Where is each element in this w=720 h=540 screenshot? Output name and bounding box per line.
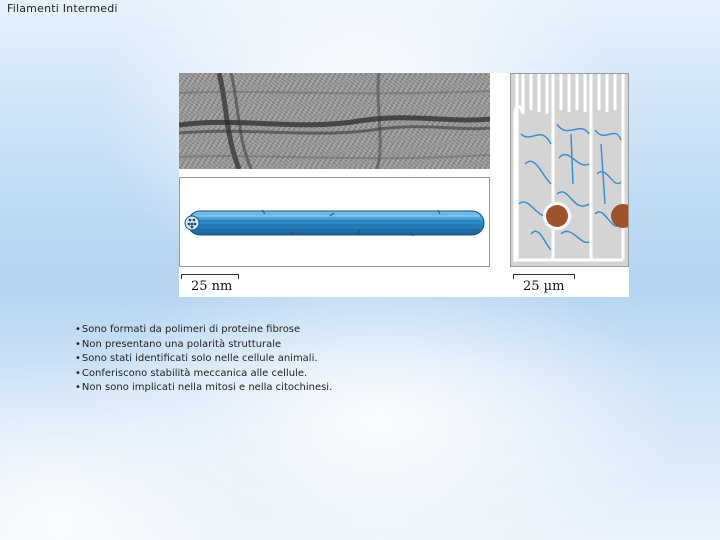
bullet-item: • Non presentano una polarità strutturale xyxy=(75,338,332,353)
filament-model-icon xyxy=(180,178,489,266)
bullet-item: • Sono formati da polimeri di proteine fibrose xyxy=(75,323,332,338)
electron-micrograph xyxy=(179,73,490,169)
bullet-item: • Non sono implicati nella mitosi e nella citochinesi. xyxy=(75,381,332,396)
scale-label-right: 25 µm xyxy=(523,279,565,294)
bullet-item: • Conferiscono stabilità meccanica alle cellule. xyxy=(75,367,332,382)
filament-strands-image xyxy=(179,73,490,169)
cell-network-image xyxy=(511,74,628,266)
filament-model-panel xyxy=(179,177,490,267)
epithelial-cells-panel xyxy=(510,73,629,267)
slide-title: Filamenti Intermedi xyxy=(7,2,118,15)
bullet-list xyxy=(75,323,332,396)
bullet-item: • Sono stati identificati solo nelle cellule animali. xyxy=(75,352,332,367)
intermediate-filaments-figure xyxy=(179,73,629,297)
scale-label-left: 25 nm xyxy=(191,279,233,294)
